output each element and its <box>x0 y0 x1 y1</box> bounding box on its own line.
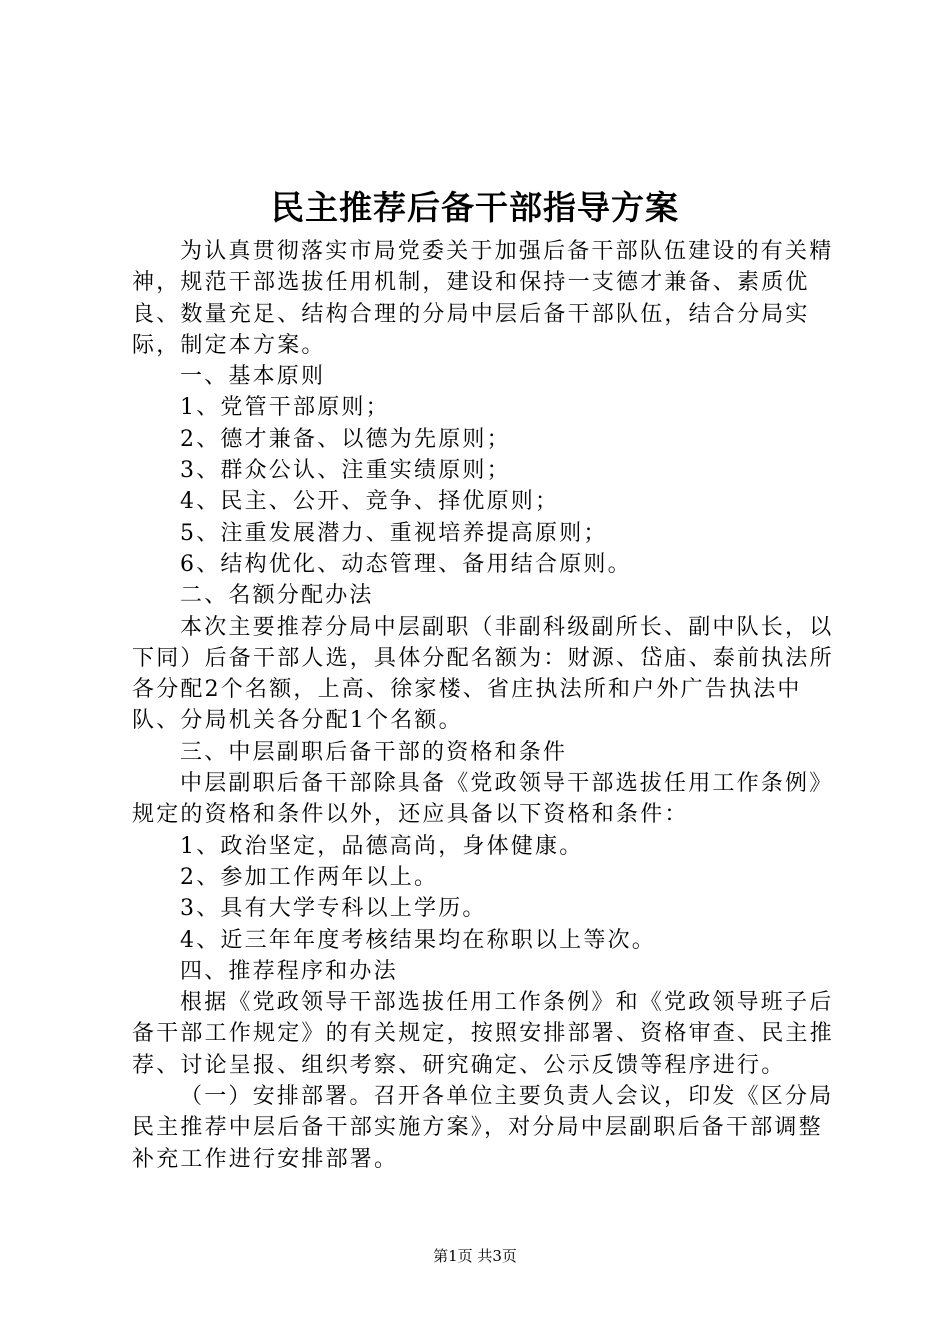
list-item: 5、注重发展潜力、重视培养提高原则； <box>180 520 608 546</box>
paragraph-qualifications: 中层副职后备干部除具备《党政领导干部选拔任用工作条例》规定的资格和条件以外，还应具备以下资格和条件： <box>132 771 834 828</box>
paragraph-intro: 为认真贯彻落实市局党委关于加强后备干部队伍建设的有关精神，规范干部选拔任用机制，建设和保持一支德才兼备、素质优良、数量充足、结构合理的分局中层后备干部队伍，结合分局实际，制定本方案。 <box>132 239 834 358</box>
document-title: 民主推荐后备干部指导方案 <box>271 188 679 227</box>
page-footer: 第1页 共3页 <box>433 1247 517 1265</box>
list-item: 3、具有大学专科以上学历。 <box>180 896 487 922</box>
document-body <box>132 236 840 1175</box>
section-heading-1: 一、基本原则 <box>180 364 326 390</box>
list-item: 2、德才兼备、以德为先原则； <box>180 426 511 452</box>
paragraph-quota: 本次主要推荐分局中层副职（非副科级副所长、副中队长，以下同）后备干部人选，具体分配名额为：财源、岱庙、泰前执法所各分配2个名额，上高、徐家楼、省庄执法所和户外广告执法中队、分局机关各分配1个名额。 <box>132 614 834 734</box>
section-heading-4: 四、推荐程序和办法 <box>180 958 398 984</box>
list-item: 6、结构优化、动态管理、备用结合原则。 <box>180 551 632 577</box>
list-item: 1、党管干部原则； <box>180 395 390 421</box>
paragraph-arrangement: （一）安排部署。召开各单位主要负责人会议，印发《区分局民主推荐中层后备干部实施方案》，对分局中层副职后备干部调整补充工作进行安排部署。 <box>132 1084 834 1172</box>
list-item: 4、近三年年度考核结果均在称职以上等次。 <box>180 927 656 953</box>
section-heading-3: 三、中层副职后备干部的资格和条件 <box>180 739 568 765</box>
section-heading-2: 二、名额分配办法 <box>180 583 374 609</box>
list-item: 2、参加工作两年以上。 <box>180 864 439 890</box>
list-item: 1、政治坚定，品德高尚，身体健康。 <box>180 833 584 859</box>
list-item: 4、民主、公开、竞争、择优原则； <box>180 489 560 515</box>
paragraph-procedure: 根据《党政领导干部选拔任用工作条例》和《党政领导班子后备干部工作规定》的有关规定，按照安排部署、资格审查、民主推荐、讨论呈报、组织考察、研究确定、公示反馈等程序进行。 <box>132 990 834 1078</box>
list-item: 3、群众公认、注重实绩原则； <box>180 458 511 484</box>
